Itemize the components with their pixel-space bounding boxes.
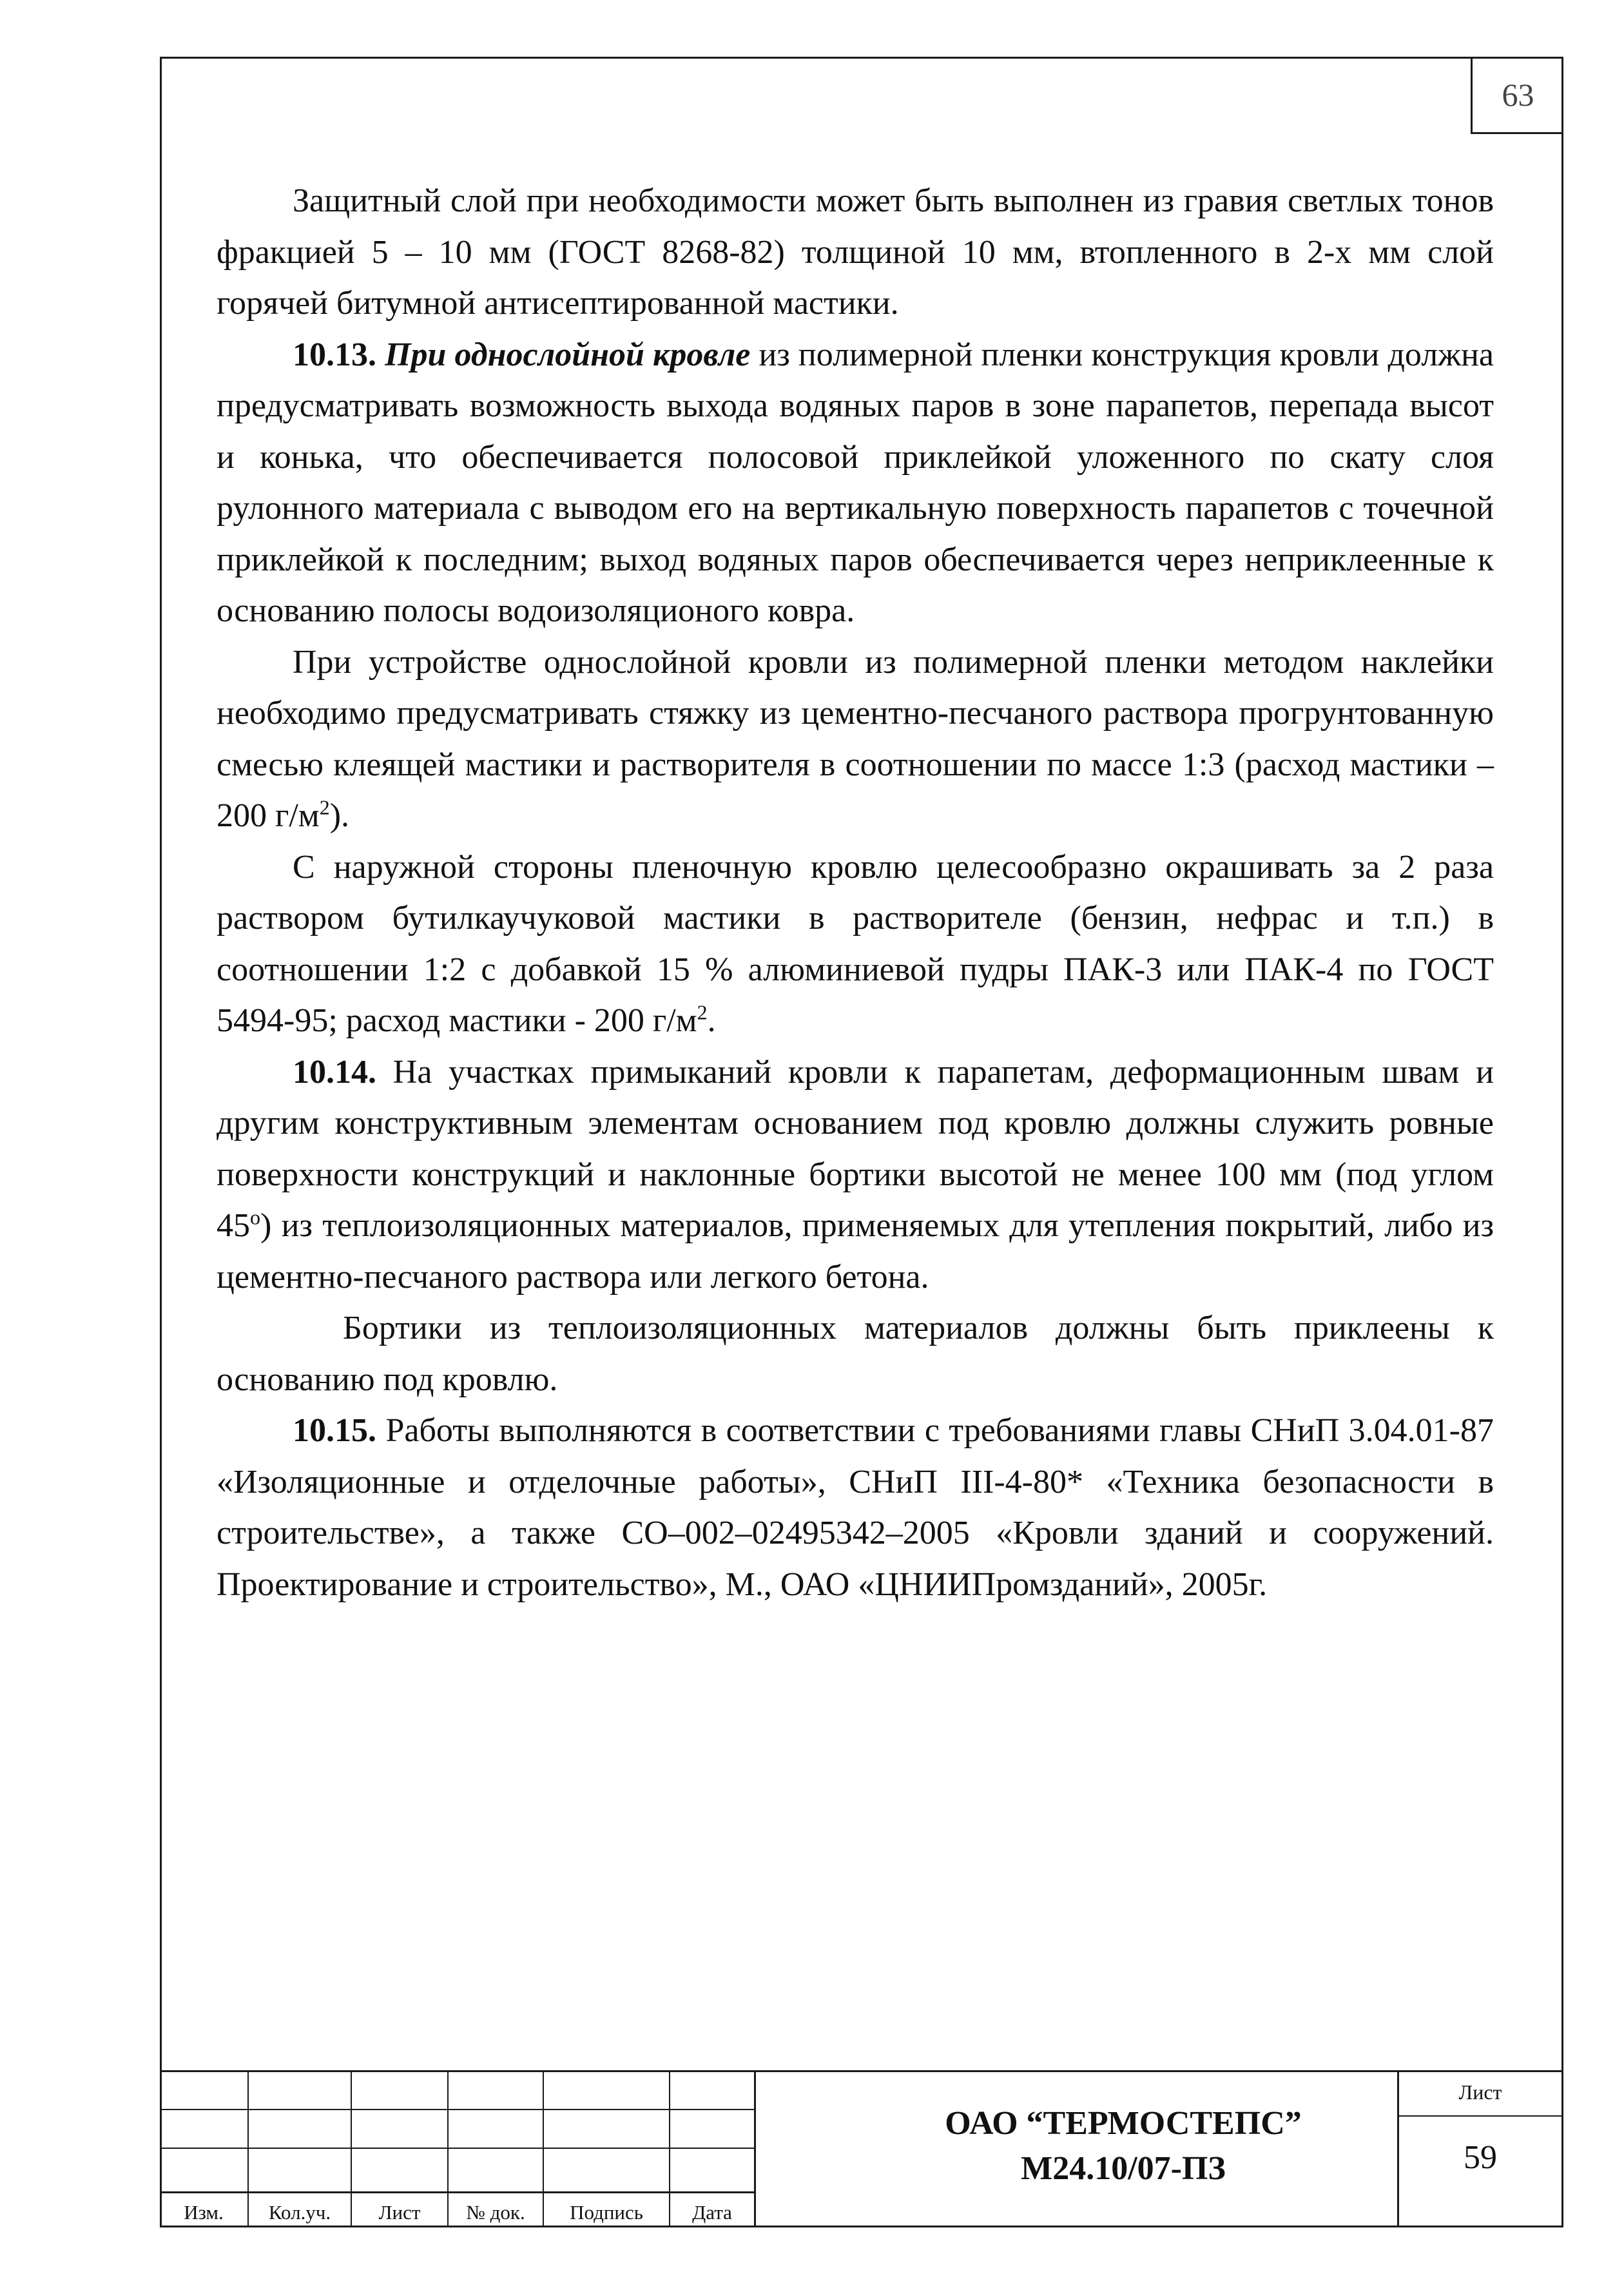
paragraph-text: Защитный слой при необходимости может быть выполнен из гравия светлых тонов фракцией 5 – 10 мм (ГОСТ 8268-82) толщиной 10 мм, втопленного в 2-х мм слой горячей битумной антисептированной мастики. [217,182,1494,322]
paragraph-tail: ) из теплоизоляционных материалов, применяемых для утепления покрытий, либо из цементно-песчаного раствора или легкого бетона. [217,1207,1494,1295]
sheet-number: 59 [1464,2139,1497,2176]
organization-block [759,2101,1487,2191]
column-doc-number: № док. [466,2201,525,2224]
paragraph-3 [217,637,1494,842]
paragraph-4 [217,842,1494,1047]
document-code: М24.10/07-ПЗ [1021,2150,1226,2187]
paragraph-tail: ). [329,797,350,834]
sheet-label: Лист [1458,2081,1502,2104]
superscript: 2 [697,1000,708,1024]
clause-lead: При однослойной кровле [385,336,751,373]
column-izm: Изм. [184,2201,224,2224]
organization-name: ОАО “ТЕРМОСТЕПС” [945,2105,1302,2142]
body-text [217,175,1494,1610]
paragraph-10-14 [217,1047,1494,1303]
column-date: Дата [692,2201,732,2224]
paragraph-6 [217,1303,1494,1405]
paragraph-text: С наружной стороны пленочную кровлю целесообразно окрашивать за 2 раза раствором бутилкаучуковой мастики в растворителе (бензин, нефрас и т.п.) в соотношении 1:2 с добавкой 15 % алюминиевой пудры ПАК-3 или ПАК-4 по ГОСТ 5494-95; расход мастики - 200 г/м [217,848,1494,1039]
title-block [160,2070,1563,2227]
clause-number: 10.13. [293,336,376,373]
paragraph-1 [217,175,1494,329]
paragraph-text: При устройстве однослойной кровли из полимерной пленки методом наклейки необходимо предусматривать стяжку из цементно-песчаного раствора прогрунтованную смесью клеящей мастики и растворителя в соотношении по массе 1:3 (расход мастики – 200 г/м [217,643,1494,834]
paragraph-10-13 [217,329,1494,637]
page-number: 63 [1471,57,1563,134]
superscript: о [250,1205,260,1229]
paragraph-text: Бортики из теплоизоляционных материалов должны быть приклеены к основанию под кровлю. [217,1310,1494,1398]
clause-number: 10.15. [293,1412,376,1449]
paragraph-text: Работы выполняются в соответствии с требованиями главы СНиП 3.04.01-87 «Изоляционные и отделочные работы», СНиП III-4-80* «Техника безопасности в строительстве», а также СО–002–02495342–2005 «Кровли зданий и сооружений. Проектирование и строительство», М., ОАО «ЦНИИПромзданий», 2005г. [217,1412,1494,1603]
superscript: 2 [319,795,330,819]
paragraph-text: На участках примыканий кровли к парапетам, деформационным швам и другим конструктивным элементам основанием под кровлю должны служить ровные поверхности конструкций и наклонные бортики высотой не менее 100 мм (под углом 45 [217,1053,1494,1244]
clause-number: 10.14. [293,1053,376,1091]
column-list: Лист [378,2201,421,2224]
paragraph-tail: . [707,1002,716,1039]
paragraph-10-15 [217,1405,1494,1610]
column-signature: Подпись [570,2201,643,2224]
paragraph-text: из полимерной пленки конструкция кровли должна предусматривать возможность выхода водяных паров в зоне парапетов, перепада высот и конька, что обеспечивается полосовой приклейкой уложенного по скату слоя рулонного материала с выводом его на вертикальную поверхность парапетов с точечной приклейкой к последним; выход водяных паров обеспечивается через неприклеенные к основанию полосы водоизоляционого ковра. [217,336,1494,629]
column-kol-uch: Кол.уч. [268,2201,331,2224]
